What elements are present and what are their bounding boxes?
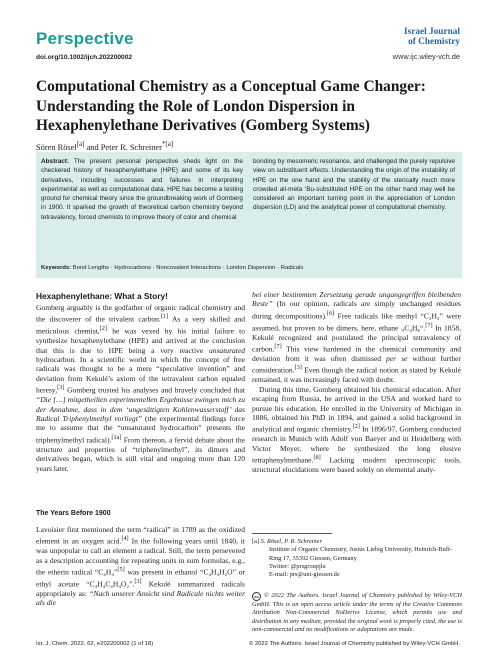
abstract-text: The present personal perspective sheds light on the checkered history of hexaphenylethane (HPE) and some of its key derivatives, including successes and failures in interpreting experimental as well as computational data. HPE has become a testing ground for chemical theory since the groundbreaking work of Gomberg in 1900. It sparked the growth of theoretical carbon chemistry beyond tetravalency, forced chemists to improve theory of color and chemical <box>41 158 243 221</box>
text-run: In the following years until 1840, it was unpopular to call an element a radical. Still, the term persevered as a description accounting for repeating units in sum formulas, e.g., the etherin radical “C₄H₄” <box>36 536 245 577</box>
license-text: © 2022 The Authors. Israel Journal of Chemistry published by Wiley-VCH GmbH. This is an open access article under the terms of the Creative Commons Attribution Non-Commercial NoDerivs License, which permits use and distribution in any medium, provided the original work is properly cited, the use is non-commercial and no modifications or adaptations are made. <box>252 592 462 633</box>
text-run: hydrocarbon. In a scientific world in which the concept of free radicals was thought to be a mere “speculative invention” and deviation from Kekulé’s axiom of the tetravalent carbon equaled heresy, <box>36 355 245 395</box>
article-title: Computational Chemistry as a Conceptual Game Changer: Understanding the Role of London Dispersion in Hexaphenylethane Derivatives (Gomberg Systems) <box>36 78 426 134</box>
text-run: Free radicals like methyl “C₂H₃” were assumed, but proven to be dimers, here, ethane „C₄H₆“. <box>252 311 461 333</box>
citation[interactable]: [6] <box>326 309 335 317</box>
author-separator: and <box>84 142 101 152</box>
affiliation-names: S. Rösel, P. R. Schreiner <box>259 538 322 545</box>
text-run: As a very skilled and meticulous chemist, <box>36 314 246 336</box>
affiliation-footnote <box>252 538 462 579</box>
citation[interactable]: [3] <box>294 364 302 372</box>
body-column-left-lower <box>36 525 245 608</box>
author-list <box>36 140 173 152</box>
license-footnote <box>252 592 462 634</box>
text-run: (In our opinion, radicals are simply unchanged residues during decompositions). <box>252 299 461 321</box>
paragraph <box>36 303 245 473</box>
text-run: Gomberg arguably is the godfather of organic radical chemistry and the discoverer of the trivalent carbon. <box>36 303 245 324</box>
keywords <box>41 265 457 271</box>
body-column-left <box>36 303 245 473</box>
section-heading: The Years Before 1900 <box>36 510 111 517</box>
journal-logo <box>404 27 460 47</box>
text-run: he was vexed by his initial failure to synthesize hexaphenylethane (HPE) and arrived at the conclusion that this is due to HPE being a very reactive <box>36 326 245 355</box>
text-run: without further consideration. <box>252 353 461 375</box>
keywords-list: Bond Lengths · Hydrocarbons · Noncovalent Interactions · London Dispersion · Radicals <box>71 265 304 271</box>
paragraph <box>36 525 245 608</box>
text-italic: unsaturated <box>208 345 245 355</box>
text-run: Gomberg trusted his analyses and bravely concluded that <box>64 385 245 395</box>
citation[interactable]: [7] <box>274 343 282 351</box>
affiliation-mark: [a] <box>76 140 85 148</box>
text-italic: bei einer bestimmten Zersetzung gerade ungangegriffen bleibenden Reste” <box>252 290 461 309</box>
abstract-label: Abstract: <box>41 158 70 165</box>
citation[interactable]: [2] <box>99 325 108 333</box>
text-italic: “Die […] mitgetheilten experimentellen Ergebnisse zwingen mich zu der Annahme, dass in dem ‘ungesättigten Kohlenwasserstoff’ das Radical Triphenylmethyl vorliegt” <box>36 395 245 424</box>
text-run: Kekulé summarized radicals appropriately as: <box>36 579 245 598</box>
text-run: (the experimental findings force me to assume that the “unsaturated hydrocarbon” presents the triphenylmethyl radical). <box>36 414 245 445</box>
affiliation-mark: [a] <box>252 538 260 545</box>
citation[interactable]: [1] <box>160 313 169 321</box>
citation[interactable]: [8] <box>313 454 321 462</box>
abstract-box <box>36 152 462 278</box>
journal-url[interactable]: www.ijc.wiley-vch.de <box>392 52 460 61</box>
text-run: This view hardened in the chemical community and deviation from it was often dismissed <box>252 344 461 363</box>
citation[interactable]: [5] <box>117 566 125 574</box>
author-name: Sören Rösel <box>36 142 77 152</box>
keywords-label: Keywords: <box>41 265 72 271</box>
abstract-column-right <box>253 157 455 213</box>
page-footer-citation: Isr. J. Chem. 2022, 62, e202200002 (1 of 18) <box>36 641 154 647</box>
body-column-right <box>252 290 461 474</box>
text-run: Even though the radical notion as stated by Kekulé remained, it was increasingly faced with doubt. <box>252 365 461 385</box>
footnote-divider <box>252 533 332 534</box>
text-run: In 1896/97, Gomberg conducted research in Munich with Adolf von Baeyer and in Heidelberg with Victor Meyer, where he synthesized the long elusive tetraphenylmethane. <box>252 424 462 465</box>
page-footer-copyright: © 2022 The Authors. Israel Journal of Chemistry published by Wiley-VCH GmbH. <box>248 641 460 647</box>
citation[interactable]: [3] <box>134 578 142 586</box>
doi-link[interactable]: doi.org/10.1002/ijch.202200002 <box>36 54 133 61</box>
paragraph <box>252 385 461 475</box>
author-name: Peter R. Schreiner <box>100 142 162 152</box>
text-run: was present in ethanol “C₄H₄H₂O” or ethyl acetate “C₄H₄C₄H₄O₂”. <box>36 567 246 589</box>
text-run: Lacking modern spectroscopic tools, structural elucidations were based solely on elemental analy- <box>252 455 461 474</box>
affiliation-email[interactable]: E-mail: prs@uni-giessen.de <box>269 571 340 579</box>
citation[interactable]: [1a] <box>111 433 122 441</box>
text-run: During this time, Gomberg obtained his chemical education. After escaping from Russia, he arrived in the USA and worked hard to pursue his education. He enrolled in the University of Michigan in 1886, obtained his PhD in 1894, and gained a solid background in analytical and organic chemistry. <box>252 384 461 434</box>
citation[interactable]: [7] <box>425 321 433 329</box>
abstract-column-left <box>41 157 243 222</box>
citation[interactable]: [3] <box>57 384 65 392</box>
text-italic: per se <box>386 353 408 363</box>
citation[interactable]: [2] <box>352 423 360 431</box>
journal-name-line1: Israel Journal <box>403 27 460 37</box>
journal-name-line2: of Chemistry <box>408 37 460 47</box>
section-heading: Hexaphenylethane: What a Story! <box>36 291 168 301</box>
article-type: Perspective <box>36 29 134 48</box>
text-run: In 1858, Kekulé recognized and postulated the principal tetravalency of carbon. <box>252 323 461 354</box>
text-italic: “Nach unserer Ansicht sind Radicale nichts weiter als die <box>36 588 246 608</box>
affiliation-authors <box>252 538 462 546</box>
citation[interactable]: [4] <box>121 535 129 543</box>
creative-commons-icon: cc <box>252 592 261 601</box>
text-run: Lavoisier first mentioned the term “radical” in 1789 as the oxidized element in an oxygen acid. <box>36 525 245 546</box>
paragraph <box>252 290 461 385</box>
affiliation-address: Institute of Organic Chemistry, Justus Liebig University, Heinrich-Buff-Ring 17, 35392 Giessen, Germany <box>269 546 453 562</box>
text-run: From thereon, a fervid debate about the structure and properties of “triphenylmethyl”, its dimers and derivatives began, which is still vital and ongoing more than 120 years later. <box>36 435 245 473</box>
affiliation-twitter[interactable]: Twitter: @prsgroupjlu <box>269 562 326 570</box>
affiliation-mark: *[a] <box>161 140 174 148</box>
abstract-text: bonding by mesomeric resonance, and challenged the purely repulsive view on substituent effects. Understanding the origin of the instability of HPE on the one hand and the stability of the sterically much more crowded all-meta ‘Bu-substituted HPE on the other hand may well be considered an important turning point in the appreciation of London dispersion (LD) and the analytical power of computational chemistry. <box>253 158 455 212</box>
